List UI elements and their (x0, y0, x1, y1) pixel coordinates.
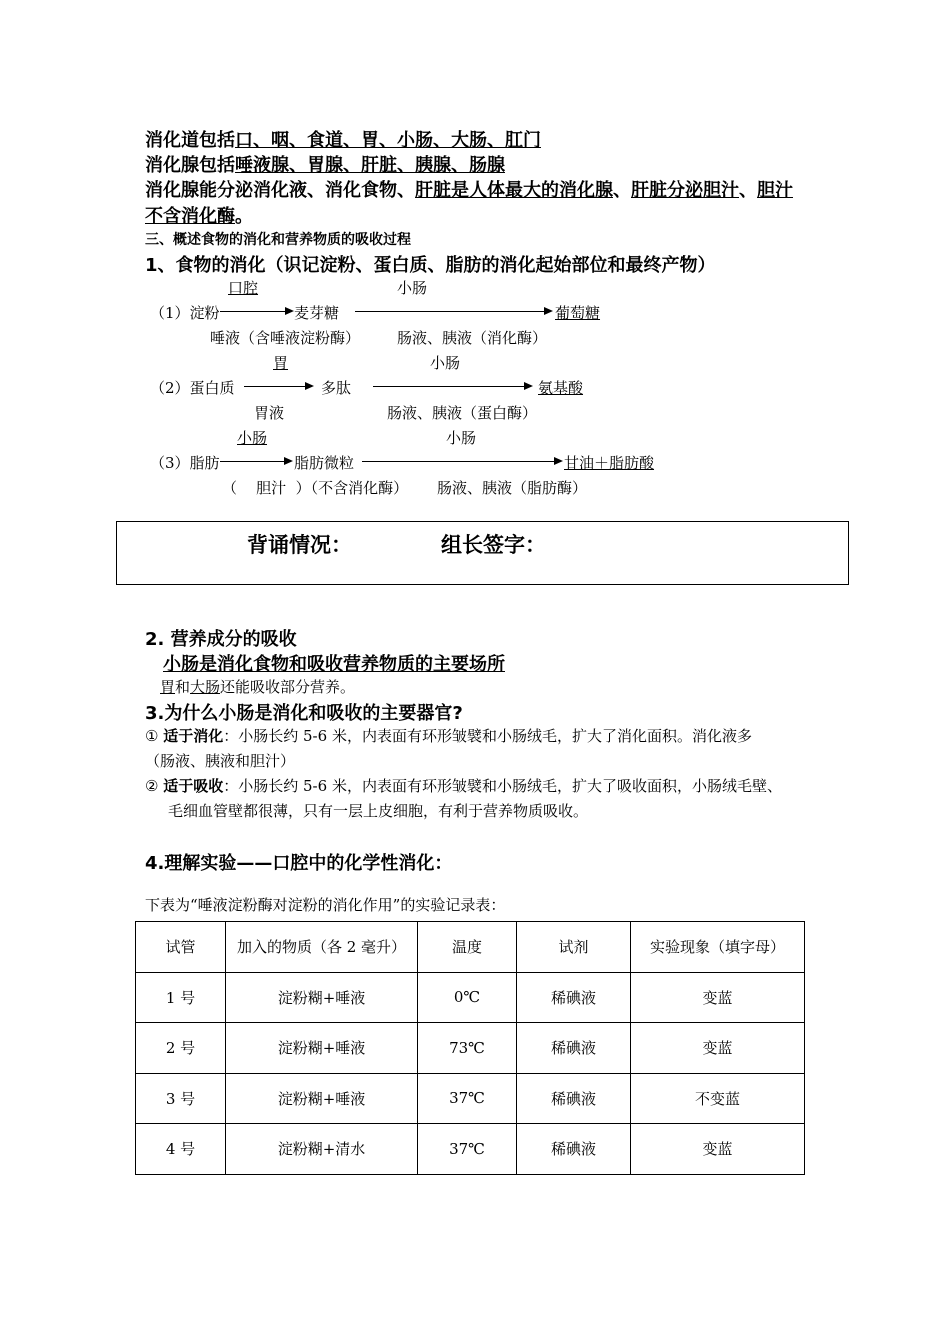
absorption-other (160, 676, 355, 697)
text: 。 (235, 206, 253, 227)
table-header: 试管 (136, 922, 226, 973)
starch-site2: 小肠 (397, 279, 428, 297)
tract-items: 口、咽、食道、胃、小肠、大肠、肛门 (235, 130, 541, 151)
protein-site1: 胃 (273, 354, 289, 372)
table-cell: 4 号 (136, 1124, 226, 1175)
bile: 胆汁 (757, 180, 793, 201)
text: 、 (739, 180, 757, 201)
gland-items: 唾液腺、胃腺、肝脏、胰腺、肠腺 (235, 155, 505, 176)
table-cell: 稀碘液 (517, 1073, 631, 1124)
table-cell: 稀碘液 (517, 1023, 631, 1074)
text: 消化腺能分泌消化液、消化食物、 (145, 180, 415, 201)
digestive-gland-line (145, 151, 505, 177)
text: ：小肠长约 5-6 米，内表面有环形皱襞和小肠绒毛，扩大了吸收面积，小肠绒毛壁、 (223, 777, 782, 795)
text: ：小肠长约 5-6 米，内表面有环形皱襞和小肠绒毛，扩大了消化面积。消化液多 (223, 727, 752, 745)
table-cell: 稀碘液 (517, 1124, 631, 1175)
recite-status-label: 背诵情况： (247, 533, 352, 557)
text: 、 (613, 180, 631, 201)
starch-mid: 麦芽糖 (294, 304, 340, 322)
gland-function-line (145, 176, 793, 202)
fat-arrow2 (362, 461, 561, 462)
starch-end: 葡萄糖 (555, 304, 601, 322)
protein-mid: 多肽 (321, 379, 352, 397)
table-cell: 37℃ (418, 1073, 517, 1124)
starch-site1: 口腔 (228, 279, 259, 297)
table-cell: 73℃ (418, 1023, 517, 1074)
q3-point2-cont: 毛细血管壁都很薄，只有一层上皮细胞，有利于营养物质吸收。 (168, 802, 589, 820)
protein-enzyme2: 肠液、胰液（蛋白酶） (387, 404, 538, 422)
absorption-main: 小肠是消化食物和吸收营养物质的主要场所 (163, 654, 505, 675)
text: 适于消化 (163, 727, 224, 745)
large-intestine: 大肠 (190, 678, 221, 696)
table-cell: 3 号 (136, 1073, 226, 1124)
fat-label: （3）脂肪 (150, 454, 220, 472)
tract-prefix: 消化道包括 (145, 130, 235, 151)
q3-point2 (145, 775, 782, 796)
fat-site2: 小肠 (446, 429, 477, 447)
table-header: 实验现象（填字母） (631, 922, 805, 973)
table-cell: 淀粉糊+唾液 (226, 972, 418, 1023)
protein-label: （2）蛋白质 (150, 379, 235, 397)
q3-point1 (145, 725, 752, 746)
table-cell: 变蓝 (631, 1124, 805, 1175)
table-cell: 变蓝 (631, 1023, 805, 1074)
fat-arrow1 (220, 461, 291, 462)
starch-enzyme1: 唾液（含唾液淀粉酶） (210, 329, 361, 347)
table-row (136, 1124, 805, 1175)
liver-largest: 肝脏是人体最大的消化腺 (415, 180, 613, 201)
starch-label: （1）淀粉 (150, 304, 220, 322)
digestive-tract-line (145, 126, 541, 152)
table-cell: 淀粉糊+唾液 (226, 1073, 418, 1124)
q4-title: 4.理解实验——口腔中的化学性消化： (145, 853, 453, 874)
stomach: 胃 (160, 678, 176, 696)
leader-sign-label: 组长签字： (441, 533, 546, 557)
fat-enzyme1: （ 胆汁 ）（不含消化酶） (222, 479, 409, 497)
table-cell: 稀碘液 (517, 972, 631, 1023)
q3-point1-cont: （肠液、胰液和胆汁） (145, 752, 296, 770)
table-cell: 变蓝 (631, 972, 805, 1023)
table-cell: 淀粉糊+唾液 (226, 1023, 418, 1074)
text: 还能吸收部分营养。 (220, 678, 356, 696)
table-header-row (136, 922, 805, 973)
table-cell: 37℃ (418, 1124, 517, 1175)
starch-enzyme2: 肠液、胰液（消化酶） (397, 329, 548, 347)
table-row (136, 972, 805, 1023)
protein-site2: 小肠 (430, 354, 461, 372)
text: 和 (175, 678, 191, 696)
liver-bile: 肝脏分泌胆汁 (631, 180, 739, 201)
table-cell: 0℃ (418, 972, 517, 1023)
digestion-title: 1、食物的消化（识记淀粉、蛋白质、脂肪的消化起始部位和最终产物） (145, 255, 716, 276)
starch-arrow2 (355, 311, 551, 312)
table-header: 温度 (418, 922, 517, 973)
table-caption: 下表为“唾液淀粉酶对淀粉的消化作用”的实验记录表： (145, 896, 506, 914)
table-cell: 淀粉糊+清水 (226, 1124, 418, 1175)
gland-prefix: 消化腺包括 (145, 155, 235, 176)
protein-enzyme1: 胃液 (254, 404, 285, 422)
table-cell: 不变蓝 (631, 1073, 805, 1124)
bile-note-line (145, 202, 253, 228)
table-row (136, 1023, 805, 1074)
fat-site1: 小肠 (237, 429, 268, 447)
table-cell: 2 号 (136, 1023, 226, 1074)
starch-arrow1 (220, 311, 292, 312)
absorption-title: 2. 营养成分的吸收 (145, 629, 297, 650)
table-row (136, 1073, 805, 1124)
fat-end: 甘油＋脂肪酸 (564, 454, 655, 472)
table-header: 加入的物质（各 2 毫升） (226, 922, 418, 973)
q3-title: 3.为什么小肠是消化和吸收的主要器官? (145, 703, 463, 724)
text: 适于吸收 (163, 777, 224, 795)
protein-arrow1 (244, 386, 312, 387)
protein-end: 氨基酸 (538, 379, 584, 397)
section3-title: 三、概述食物的消化和营养物质的吸收过程 (145, 232, 411, 248)
fat-mid: 脂肪微粒 (294, 454, 355, 472)
experiment-table (135, 921, 805, 1175)
text: ② (145, 777, 159, 795)
text: ① (145, 727, 159, 745)
protein-arrow2 (373, 386, 531, 387)
no-enzyme: 不含消化酶 (145, 206, 235, 227)
table-cell: 1 号 (136, 972, 226, 1023)
table-header: 试剂 (517, 922, 631, 973)
fat-enzyme2: 肠液、胰液（脂肪酶） (437, 479, 588, 497)
